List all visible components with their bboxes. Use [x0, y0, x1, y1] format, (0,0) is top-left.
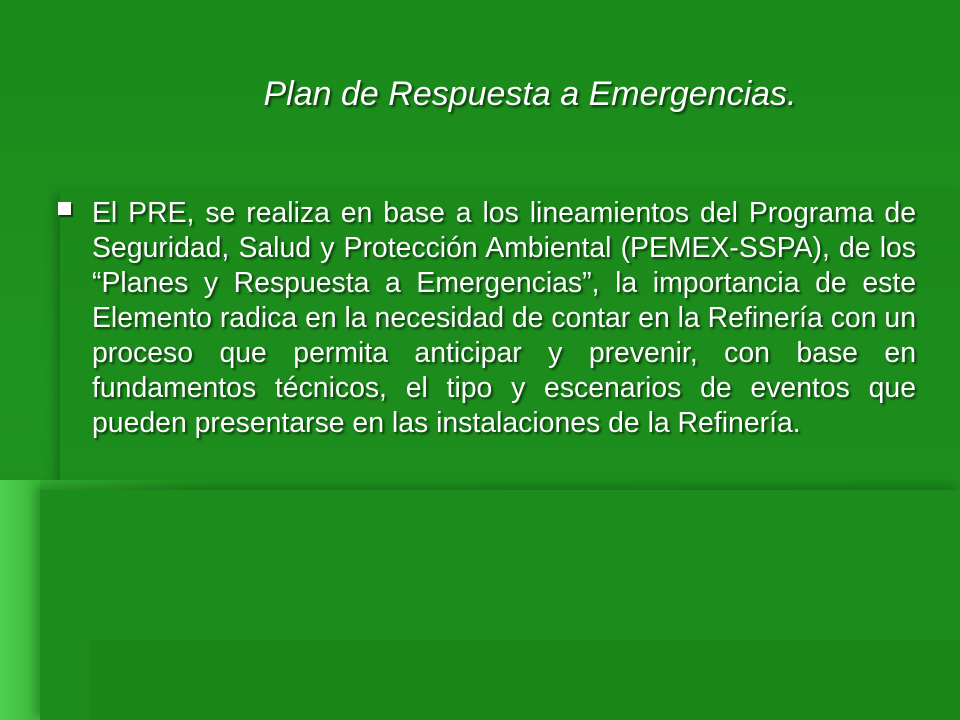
bullet-text: El PRE, se realiza en base a los lineamientos del Programa de Seguridad, Salud y Protección Ambiental (PEMEX-SSPA), de los “Planes y Respuesta a Emergencias”, la importancia de este Elemento radica en la necesidad de contar en la Refinería con un proceso que permita anticipar y prevenir, con base en fundamentos técnicos, el tipo y escenarios de eventos que pueden presentarse en las instalaciones de la Refinería.	[92, 197, 916, 439]
background-left-strip	[0, 480, 40, 720]
slide-title: Plan de Respuesta a Emergencias.	[263, 75, 797, 113]
square-bullet-icon	[58, 202, 71, 215]
background-bottom-panel	[90, 640, 960, 720]
